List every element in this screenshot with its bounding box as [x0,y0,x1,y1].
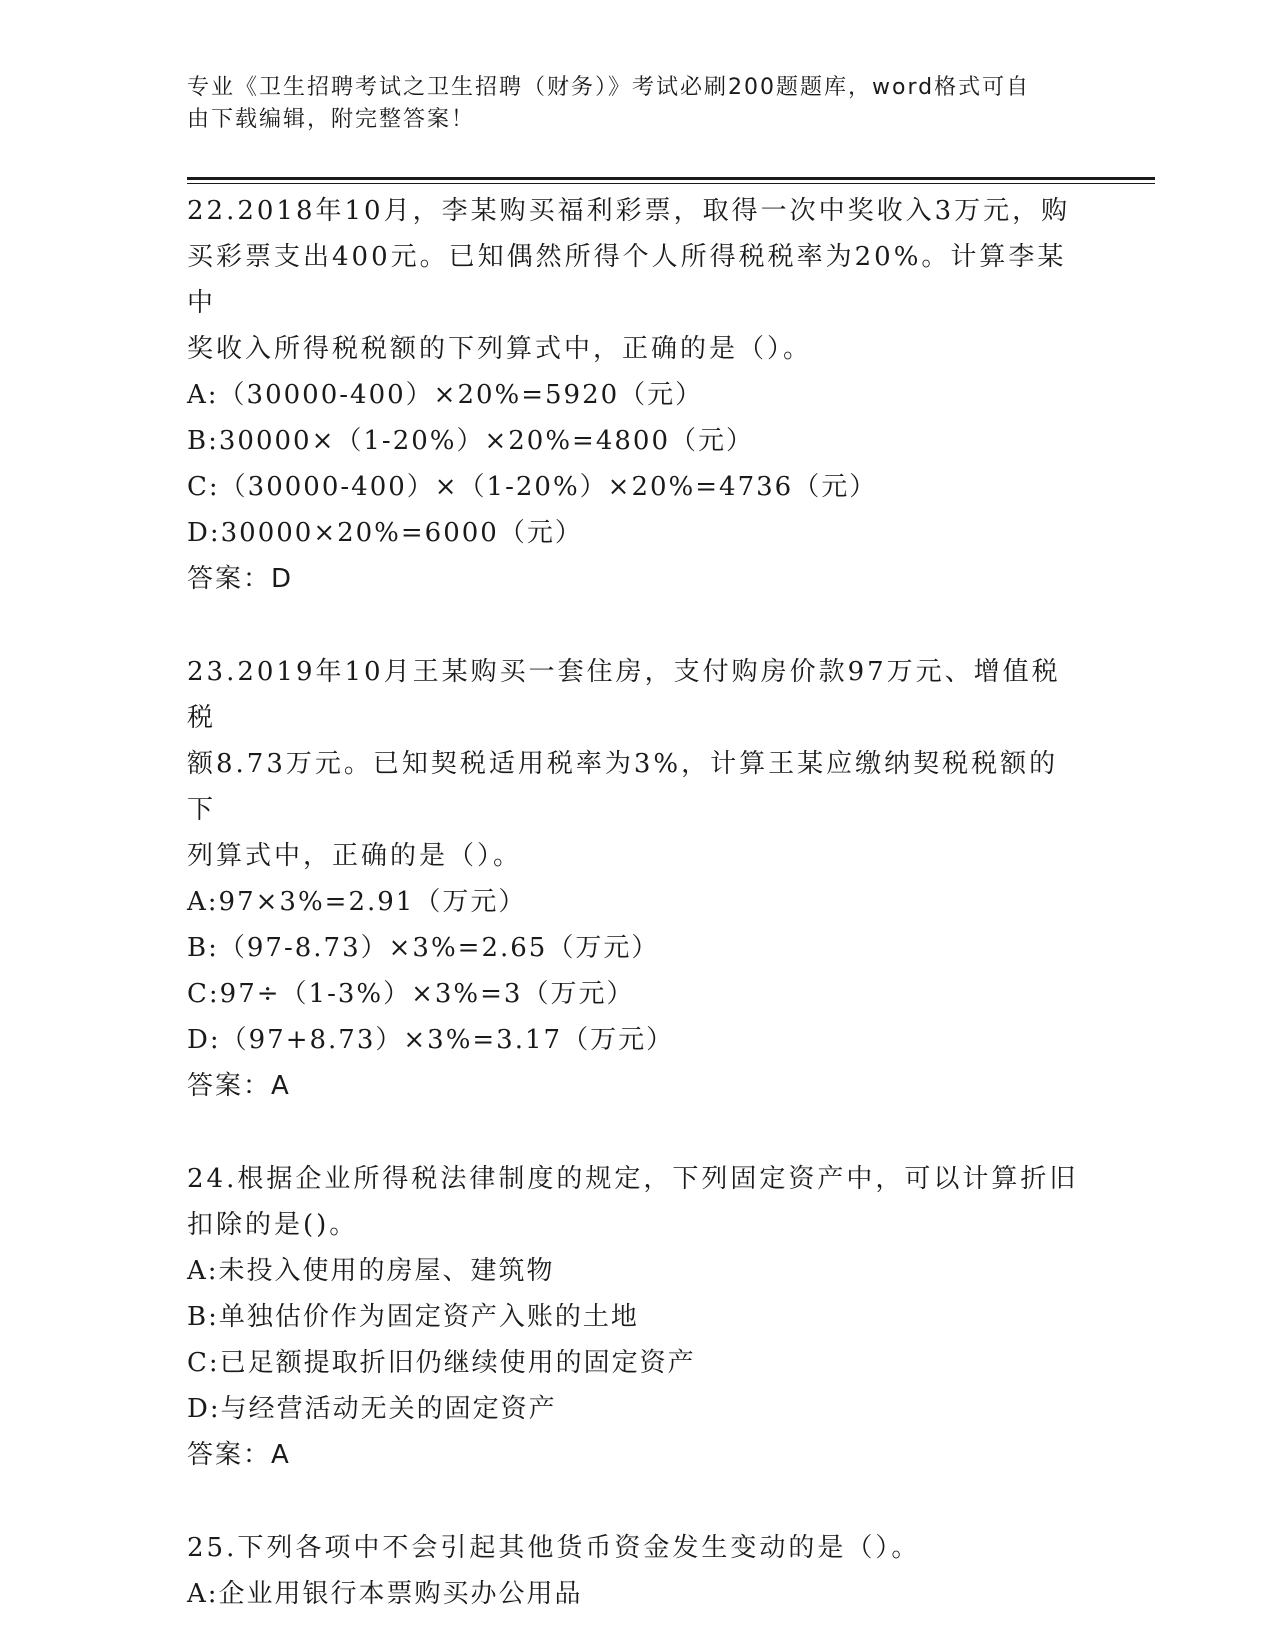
question-text-line: 扣除的是()。 [187,1210,359,1240]
question-text-line: 买彩票支出400元。已知偶然所得个人所得税税率为20%。计算李某中 [187,242,1067,318]
option-c: C:已足额提取折旧仍继续使用的固定资产 [187,1348,696,1378]
header-line-2: 由下载编辑，附完整答案！ [187,107,476,132]
header-divider-thick [187,177,1155,180]
option-c: C:（30000-400）×（1-20%）×20%=4736（元） [187,472,878,502]
option-b: B:（97-8.73）×3%=2.65（万元） [187,933,660,963]
option-b: B:单独估价作为固定资产入账的土地 [187,1302,639,1332]
option-c: C:97÷（1-3%）×3%=3（万元） [187,979,635,1009]
question-text-line: 22.2018年10月，李某购买福利彩票，取得一次中奖收入3万元，购 [187,196,1071,226]
answer-label: 答案：D [187,564,294,594]
question-text-line: 列算式中，正确的是（）。 [187,841,523,871]
answer-label: 答案：A [187,1440,291,1470]
option-a: A:未投入使用的房屋、建筑物 [187,1256,555,1286]
question-text-line: 奖收入所得税税额的下列算式中，正确的是（）。 [187,334,813,364]
question-text-line: 额8.73万元。已知契税适用税率为3%，计算王某应缴纳契税税额的下 [187,749,1059,825]
option-d: D:30000×20%=6000（元） [187,518,583,548]
document-header [187,72,1067,136]
answer-label: 答案：A [187,1071,291,1101]
question-24 [187,1156,1087,1478]
option-a: A:企业用银行本票购买办公用品 [187,1579,583,1609]
header-line-1: 专业《卫生招聘考试之卫生招聘（财务）》考试必刷200题题库，word格式可自 [187,75,1031,100]
question-23 [187,649,1087,1109]
option-d: D:（97+8.73）×3%=3.17（万元） [187,1025,675,1055]
option-b: B:30000×（1-20%）×20%=4800（元） [187,426,755,456]
question-22 [187,188,1087,602]
question-25 [187,1525,1087,1617]
question-spacer [187,1478,1087,1525]
option-d: D:与经营活动无关的固定资产 [187,1394,557,1424]
question-text-line: 25.下列各项中不会引起其他货币资金发生变动的是（）。 [187,1533,921,1563]
question-spacer [187,602,1087,649]
option-a: A:（30000-400）×20%=5920（元） [187,380,704,410]
option-a: A:97×3%=2.91（万元） [187,887,527,917]
header-divider-thin [187,183,1155,184]
question-text-line: 23.2019年10月王某购买一套住房，支付购房价款97万元、增值税税 [187,657,1061,733]
question-list [187,188,1087,1617]
question-spacer [187,1109,1087,1156]
question-text-line: 24.根据企业所得税法律制度的规定，下列固定资产中，可以计算折旧 [187,1164,1079,1194]
